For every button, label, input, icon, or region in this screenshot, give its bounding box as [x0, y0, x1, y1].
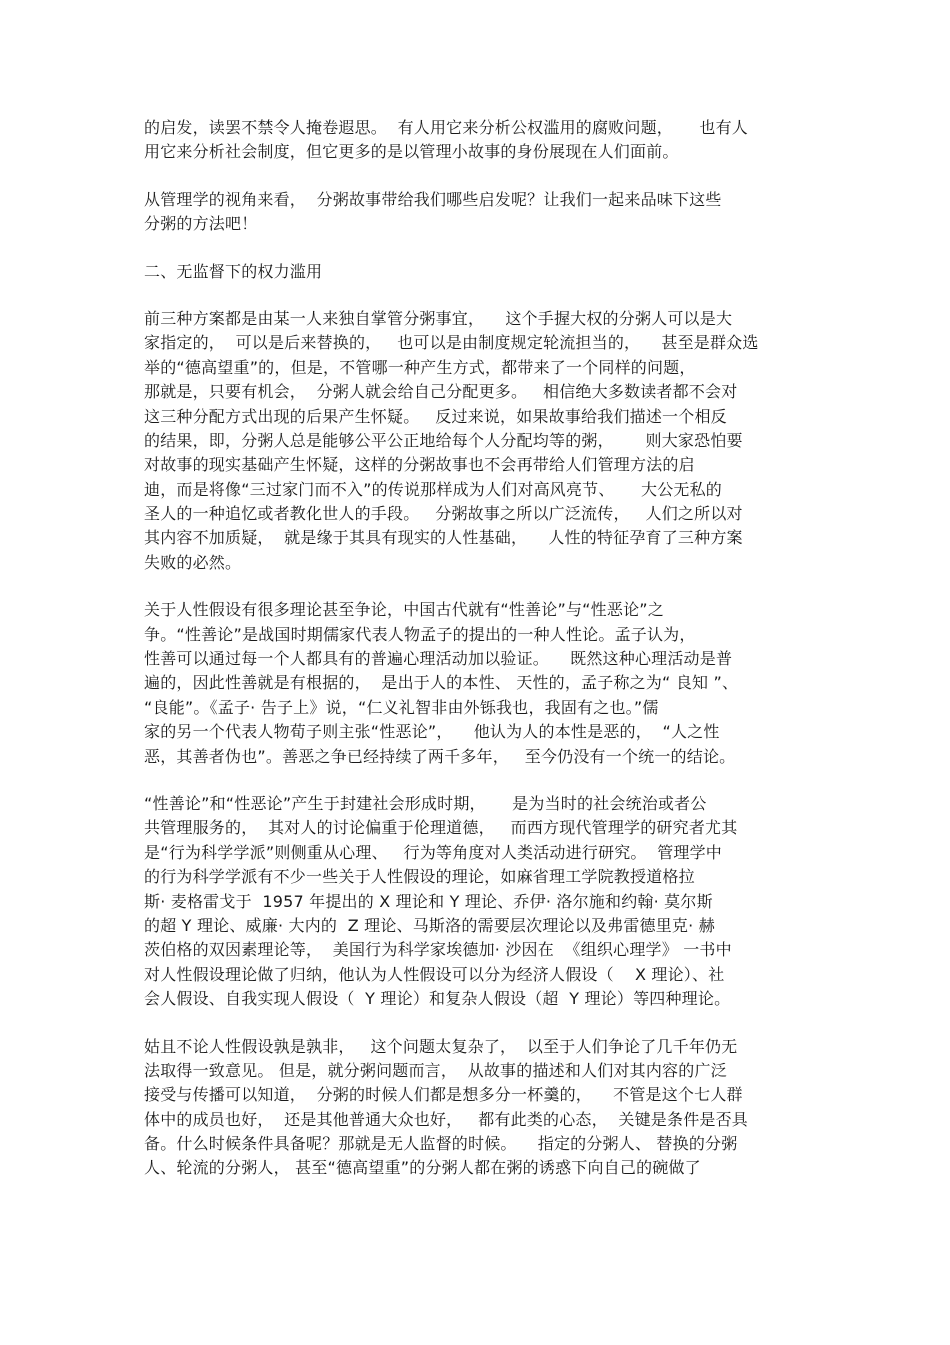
text-line: 从管理学的视角来看， 分粥故事带给我们哪些启发呢？让我们一起来品味下这些 — [144, 189, 722, 209]
text-line: 的行为科学学派有不少一些关于人性假设的理论，如麻省理工学院教授道格拉 — [144, 867, 695, 887]
text-line: 前三种方案都是由某一人来独自掌管分粥事宜， 这个手握大权的分粥人可以是大 — [144, 308, 733, 328]
text-line: 恶，其善者伪也”。善恶之争已经持续了两千多年， 至今仍没有一个统一的结论。 — [144, 746, 736, 766]
document-body — [144, 116, 808, 1204]
text-line: 的结果，即，分粥人总是能够公平公正地给每个人分配均等的粥， 则大家恐怕要 — [144, 430, 743, 450]
text-line: 接受与传播可以知道， 分粥的时候人们都是想多分一杯羹的， 不管是这个七人群 — [144, 1085, 743, 1105]
text-line: 法取得一致意见。 但是，就分粥问题而言， 从故事的描述和人们对其内容的广泛 — [144, 1060, 727, 1080]
text-line: 茨伯格的双因素理论等， 美国行为科学家埃德加· 沙因在 《组织心理学》 一书中 — [144, 940, 732, 960]
text-line: 家指定的， 可以是后来替换的， 也可以是由制度规定轮流担当的， 甚至是群众选 — [144, 333, 759, 353]
text-line: 关于人性假设有很多理论甚至争论，中国古代就有“性善论”与“性恶论”之 — [144, 600, 664, 620]
text-line: “良能”。《孟子· 告子上》说，“仁义礼智非由外铄我也，我固有之也。”儒 — [144, 697, 659, 717]
text-line: 的启发，读罢不禁令人掩卷遐思。 有人用它来分析公权滥用的腐败问题， 也有人 — [144, 118, 749, 137]
text-line: 对人性假设理论做了归纳，他认为人性假设可以分为经济人假设（ X 理论）、社 — [144, 964, 725, 984]
text-line: 备。什么时候条件具备呢？那就是无人监督的时候。 指定的分粥人、 替换的分粥 — [144, 1134, 738, 1154]
text-line: “性善论”和“性恶论”产生于封建社会形成时期， 是为当时的社会统治或者公 — [144, 793, 707, 813]
text-line: 是“行为科学学派”则侧重从心理、 行为等角度对人类活动进行研究。 管理学中 — [144, 842, 723, 862]
text-line: 的超 Y 理论、威廉· 大内的 Z 理论、马斯洛的需要层次理论以及弗雷德里克· 赫 — [144, 915, 715, 935]
paragraph-3 — [144, 307, 808, 575]
paragraph-1 — [144, 116, 808, 165]
paragraph-2 — [144, 188, 808, 237]
text-line: 圣人的一种追忆或者教化世人的手段。 分粥故事之所以广泛流传， 人们之所以对 — [144, 504, 743, 524]
text-line: 这三种分配方式出现的后果产生怀疑。 反过来说，如果故事给我们描述一个相反 — [144, 406, 727, 426]
text-line: 举的“德高望重”的，但是，不管哪一种产生方式，都带来了一个同样的问题， — [144, 357, 696, 377]
text-line: 体中的成员也好， 还是其他普通大众也好， 都有此类的心态， 关键是条件是否具 — [144, 1109, 749, 1129]
text-line: 会人假设、自我实现人假设（ Y 理论）和复杂人假设（超 Y 理论）等四种理论。 — [144, 989, 731, 1009]
text-line: 那就是，只要有机会， 分粥人就会给自己分配更多。 相信绝大多数读者都不会对 — [144, 382, 738, 402]
text-line: 性善可以通过每一个人都具有的普遍心理活动加以验证。 既然这种心理活动是普 — [144, 649, 733, 669]
section-heading — [144, 260, 808, 284]
text-line: 共管理服务的， 其对人的讨论偏重于伦理道德， 而西方现代管理学的研究者尤其 — [144, 818, 738, 838]
text-line: 对故事的现实基础产生怀疑，这样的分粥故事也不会再带给人们管理方法的启 — [144, 455, 695, 475]
text-line: 姑且不论人性假设孰是孰非， 这个问题太复杂了， 以至于人们争论了几千年仍无 — [144, 1036, 738, 1056]
text-line: 家的另一个代表人物荀子则主张“性恶论”， 他认为人的本性是恶的， “人之性 — [144, 722, 720, 742]
paragraph-6 — [144, 1035, 808, 1181]
text-line: 其内容不加质疑， 就是缘于其具有现实的人性基础， 人性的特征孕育了三种方案 — [144, 528, 743, 548]
paragraph-4 — [144, 598, 808, 769]
text-line: 遍的，因此性善就是有根据的， 是出于人的本性、 天性的，孟子称之为“ 良知 ”、 — [144, 673, 739, 693]
text-line: 人、轮流的分粥人， 甚至“德高望重”的分粥人都在粥的诱惑下向自己的碗做了 — [144, 1158, 701, 1178]
text-line: 迪，而是将像“三过家门而不入”的传说那样成为人们对高风亮节、 大公无私的 — [144, 479, 723, 499]
paragraph-5 — [144, 792, 808, 1012]
text-line: 失败的必然。 — [144, 552, 242, 572]
text-line: 斯· 麦格雷戈于 1957 年提出的 X 理论和 Y 理论、乔伊· 洛尔施和约翰· 莫尔斯 — [144, 891, 713, 911]
text-line: 用它来分析社会制度，但它更多的是以管理小故事的身份展现在人们面前。 — [144, 142, 679, 162]
text-line: 争。“性善论”是战国时期儒家代表人物孟子的提出的一种人性论。孟子认为， — [144, 624, 696, 644]
text-line: 分粥的方法吧！ — [144, 214, 258, 234]
section-heading-text: 二、无监督下的权力滥用 — [144, 261, 323, 281]
